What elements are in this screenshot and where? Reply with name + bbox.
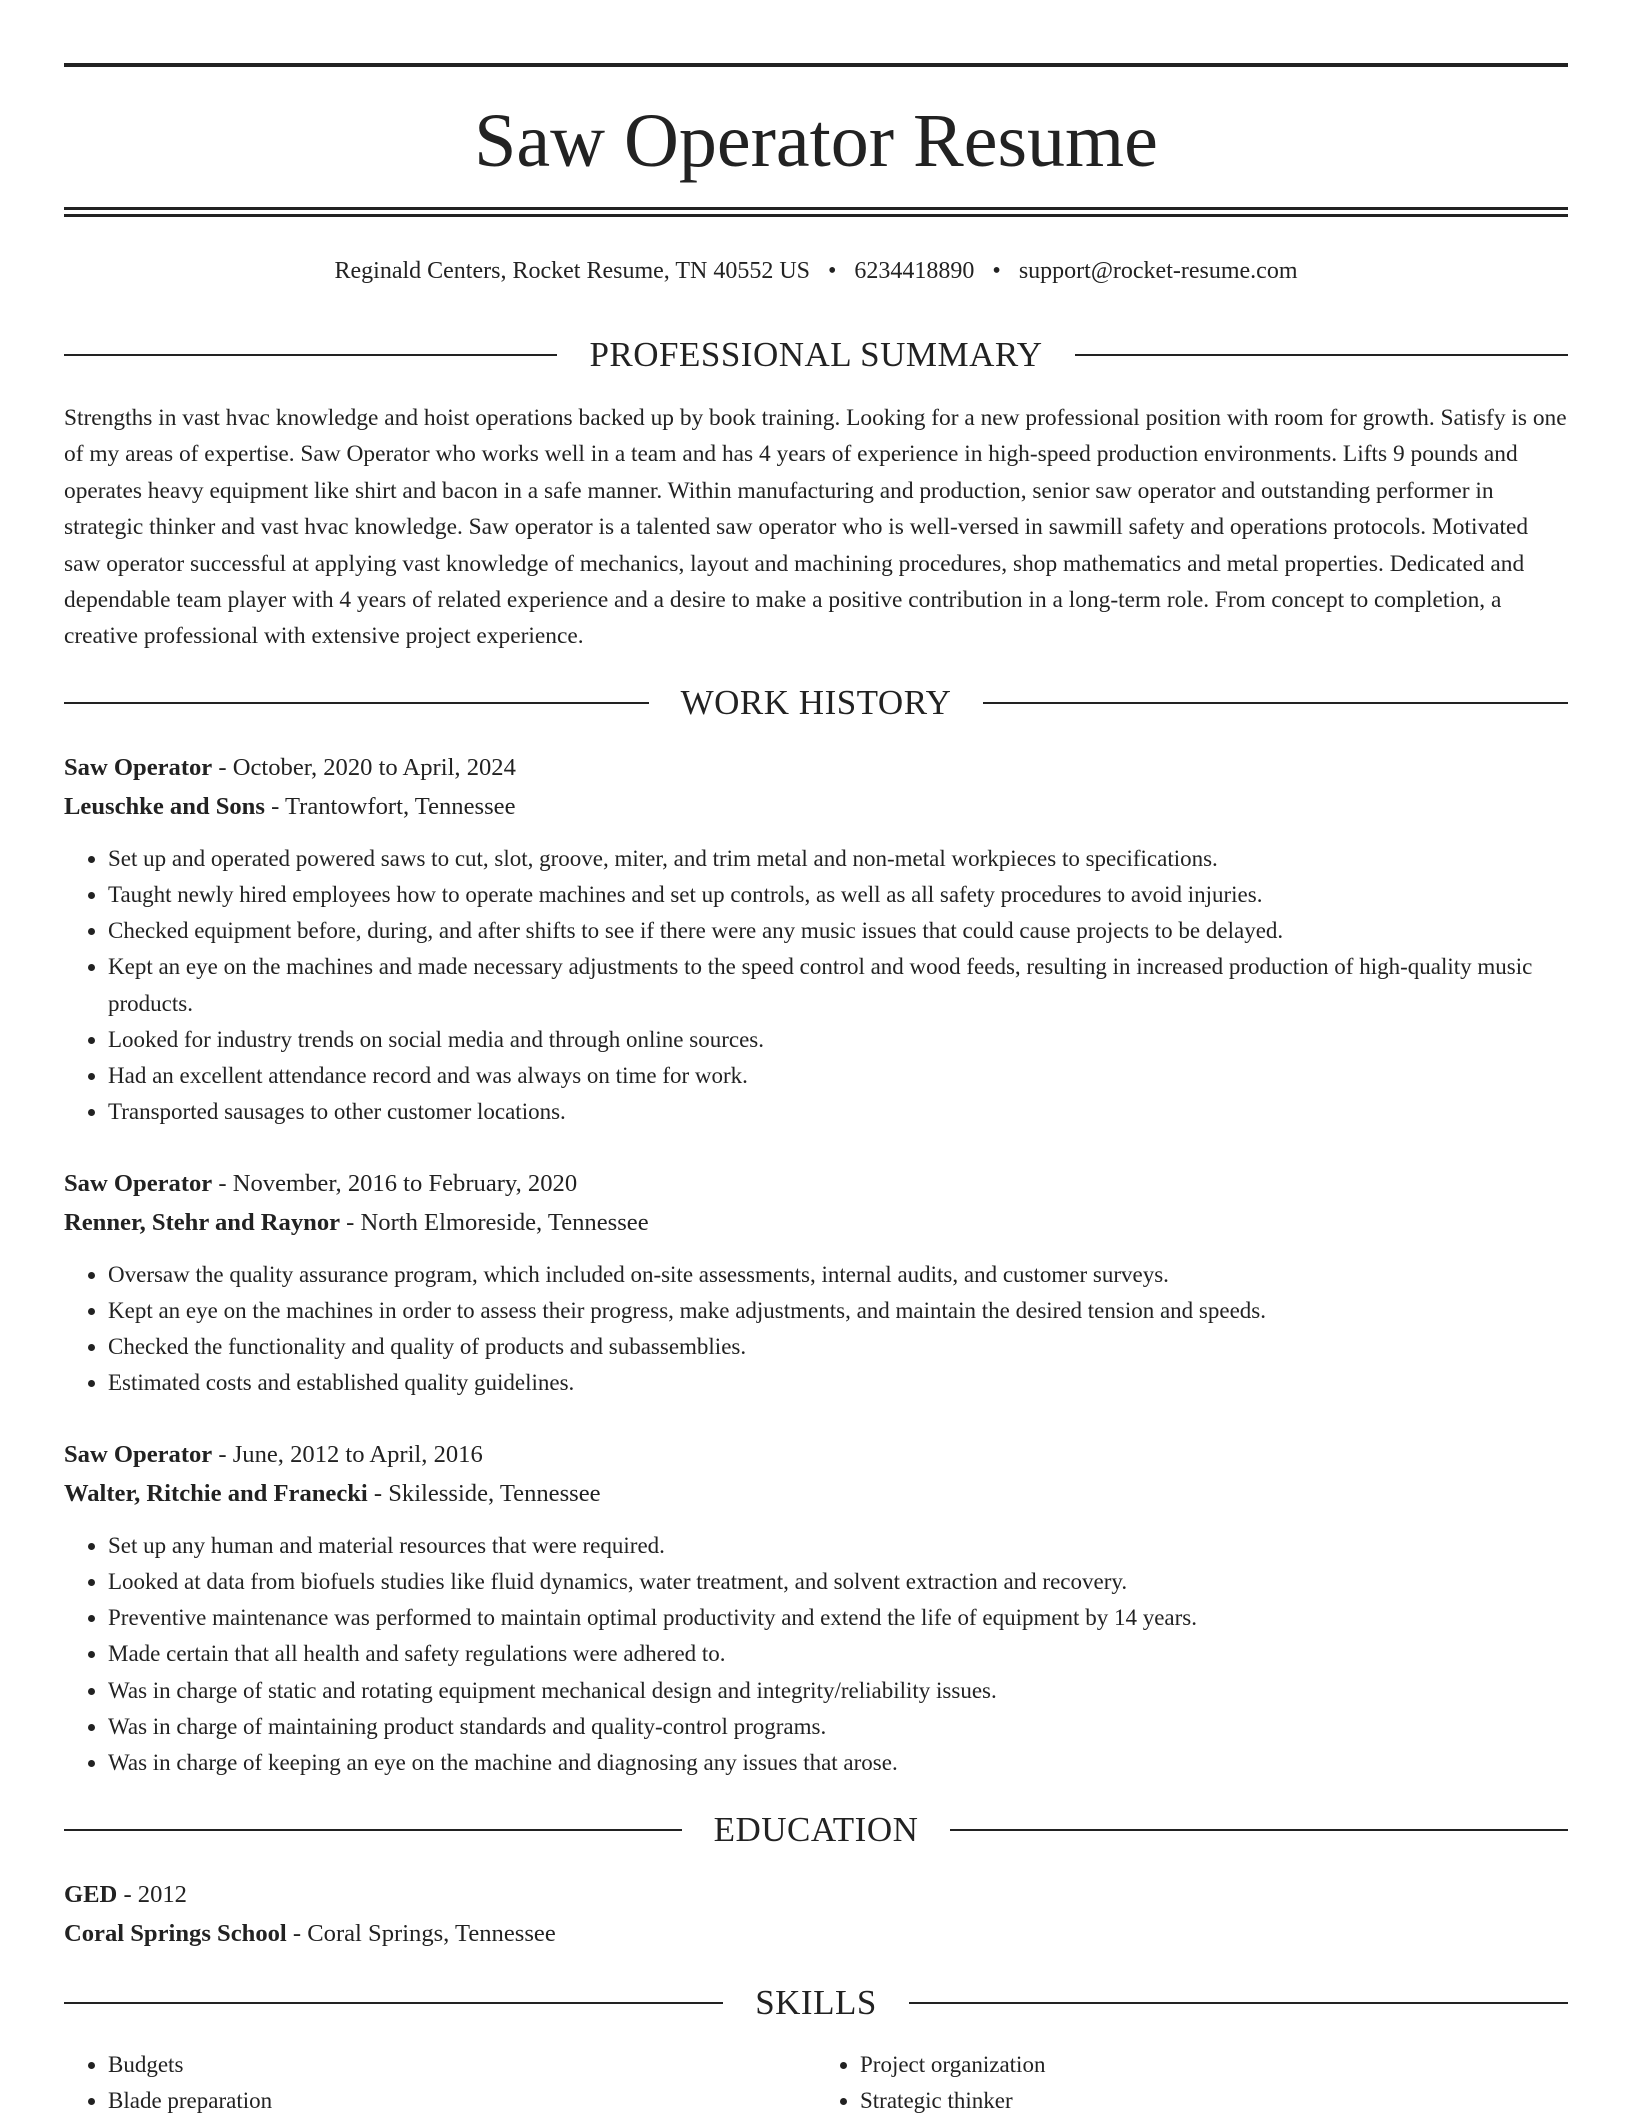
- summary-text: Strengths in vast hvac knowledge and hoist operations backed up by book training. Looking for a new professional position with room for growth. Satisfy is one of my areas of expertise. Saw Operator who works well in a team and has 4 years of experience in high-speed production environments. Lifts 9 pounds and operates heavy equipment like shirt and bacon in a safe manner. Within manufacturing and production, senior saw operator and outstanding performer in strategic thinker and vast hvac knowledge. Saw operator is a talented saw operator who is well-versed in sawmill safety and operations protocols. Motivated saw operator successful at applying vast knowledge of mechanics, layout and machining procedures, shop mathematics and metal properties. Dedicated and dependable team player with 4 years of related experience and a desire to make a positive contribution in a long-term role. From concept to completion, a creative professional with extensive project experience.: [64, 405, 1567, 650]
- section-heading-skills: [64, 1985, 1568, 2020]
- skill-item: • Project organization: [860, 2047, 1568, 2083]
- job-dates: - October, 2020 to April, 2024: [212, 754, 516, 781]
- job-bullets: [64, 841, 1568, 1130]
- job-dates: - November, 2016 to February, 2020: [212, 1170, 578, 1197]
- job-title-line: [64, 756, 1568, 781]
- education-location: - Coral Springs, Tennessee: [286, 1919, 556, 1947]
- section-title: WORK HISTORY: [680, 683, 952, 722]
- list-item: • Oversaw the quality assurance program, which included on-site assessments, internal audits, and customer surveys.: [108, 1257, 1568, 1293]
- job-company: Renner, Stehr and Raynor: [64, 1208, 341, 1236]
- list-item: • Was in charge of static and rotating equipment mechanical design and integrity/reliability issues.: [108, 1673, 1568, 1709]
- education-degree: GED: [64, 1881, 118, 1908]
- list-item: • Looked at data from biofuels studies like fluid dynamics, water treatment, and solvent extraction and recovery.: [108, 1564, 1568, 1600]
- education-year: - 2012: [117, 1881, 187, 1908]
- list-item: • Preventive maintenance was performed to maintain optimal productivity and extend the life of equipment by 14 years.: [108, 1600, 1568, 1636]
- heading-rule: [64, 702, 649, 704]
- resume-title: Saw Operator Resume: [474, 99, 1158, 183]
- top-rule: [64, 63, 1568, 67]
- list-item: • Looked for industry trends on social media and through online sources.: [108, 1022, 1568, 1058]
- skills-column-left: [64, 2047, 816, 2119]
- section-heading-summary: [64, 337, 1568, 372]
- list-item: • Kept an eye on the machines in order to assess their progress, make adjustments, and maintain the desired tension and speeds.: [108, 1293, 1568, 1329]
- contact-phone: 6234418890: [854, 258, 975, 284]
- job-title-line: [64, 1172, 1568, 1197]
- job-company: Walter, Ritchie and Franecki: [64, 1479, 368, 1507]
- heading-rule: [64, 2002, 723, 2004]
- job-bullets: [64, 1528, 1568, 1781]
- skills-list: [64, 2047, 1568, 2119]
- job-title-line: [64, 1443, 1568, 1468]
- list-item: • Checked the functionality and quality of products and subassemblies.: [108, 1329, 1568, 1365]
- list-item: • Had an excellent attendance record and was always on time for work.: [108, 1058, 1568, 1094]
- job-entry: [64, 1443, 1568, 1781]
- contact-address: Reginald Centers, Rocket Resume, TN 40552 US: [334, 258, 810, 284]
- job-location: - North Elmoreside, Tennessee: [340, 1208, 649, 1236]
- contact-separator: •: [992, 258, 1001, 284]
- list-item: • Made certain that all health and safety regulations were adhered to.: [108, 1636, 1568, 1672]
- list-item: • Was in charge of keeping an eye on the machine and diagnosing any issues that arose.: [108, 1745, 1568, 1781]
- heading-rule: [950, 1829, 1568, 1831]
- contact-email[interactable]: support@rocket-resume.com: [1018, 258, 1298, 284]
- section-title: EDUCATION: [713, 1810, 919, 1849]
- list-item: • Taught newly hired employees how to operate machines and set up controls, as well as all safety procedures to avoid injuries.: [108, 877, 1568, 913]
- list-item: • Transported sausages to other customer locations.: [108, 1094, 1568, 1130]
- job-dates: - June, 2012 to April, 2016: [212, 1441, 483, 1468]
- job-location: - Trantowfort, Tennessee: [264, 792, 516, 820]
- job-title: Saw Operator: [64, 1170, 213, 1197]
- education-degree-line: [64, 1883, 1568, 1908]
- contact-line: [64, 259, 1568, 283]
- section-title: PROFESSIONAL SUMMARY: [589, 335, 1043, 374]
- list-item: • Kept an eye on the machines and made necessary adjustments to the speed control and wood feeds, resulting in increased production of high-quality music products.: [108, 949, 1568, 1021]
- skill-item: • Budgets: [108, 2047, 816, 2083]
- contact-separator: •: [828, 258, 837, 284]
- heading-rule: [983, 702, 1568, 704]
- job-company: Leuschke and Sons: [64, 792, 265, 820]
- heading-rule: [1075, 354, 1568, 356]
- job-entry: [64, 756, 1568, 1130]
- skills-column-right: [816, 2047, 1568, 2119]
- list-item: • Set up any human and material resources that were required.: [108, 1528, 1568, 1564]
- skill-item: • Blade preparation: [108, 2083, 816, 2119]
- education-school-line: [64, 1919, 1568, 1947]
- heading-rule: [909, 2002, 1568, 2004]
- job-location: - Skilesside, Tennessee: [367, 1479, 601, 1507]
- job-company-line: [64, 1479, 1568, 1507]
- job-company-line: [64, 1208, 1568, 1236]
- heading-rule: [64, 354, 557, 356]
- title-double-rule: [64, 207, 1568, 217]
- education-school: Coral Springs School: [64, 1919, 287, 1947]
- heading-rule: [64, 1829, 682, 1831]
- job-title: Saw Operator: [64, 1441, 213, 1468]
- list-item: • Estimated costs and established quality guidelines.: [108, 1365, 1568, 1401]
- education-entry: [64, 1883, 1568, 1946]
- list-item: • Was in charge of maintaining product standards and quality-control programs.: [108, 1709, 1568, 1745]
- skill-item: • Strategic thinker: [860, 2083, 1568, 2119]
- job-bullets: [64, 1257, 1568, 1401]
- job-company-line: [64, 792, 1568, 820]
- job-entry: [64, 1172, 1568, 1402]
- list-item: • Checked equipment before, during, and after shifts to see if there were any music issues that could cause projects to be delayed.: [108, 913, 1568, 949]
- section-heading-education: [64, 1812, 1568, 1847]
- list-item: • Set up and operated powered saws to cut, slot, groove, miter, and trim metal and non-metal workpieces to specifications.: [108, 841, 1568, 877]
- section-title: SKILLS: [755, 1983, 877, 2022]
- section-heading-work: [64, 685, 1568, 720]
- job-title: Saw Operator: [64, 754, 213, 781]
